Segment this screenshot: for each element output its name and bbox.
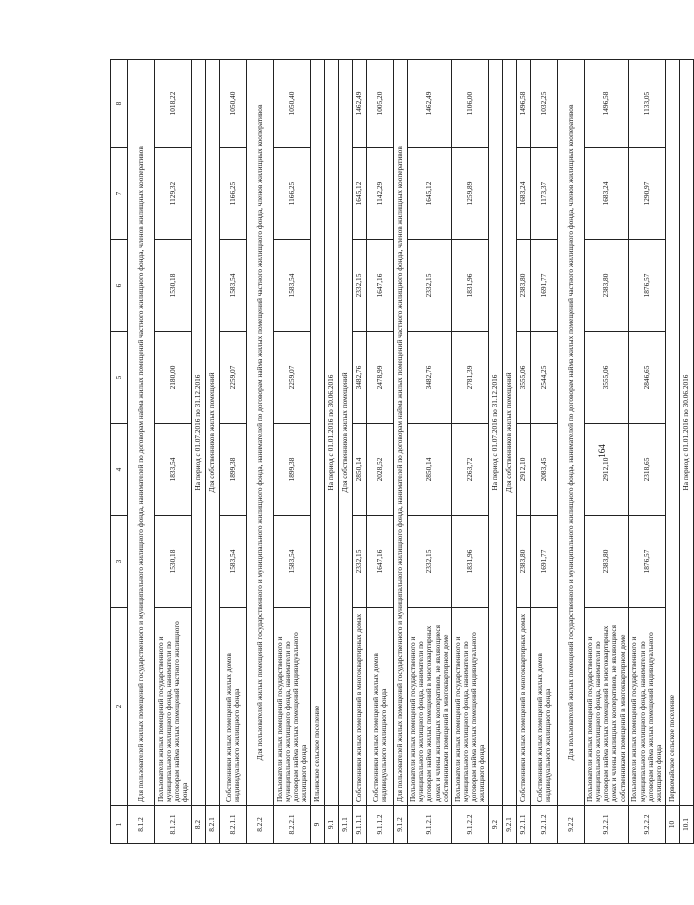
value-cell: 1530,18 bbox=[155, 516, 192, 608]
row-code: 9.1.1 bbox=[339, 806, 353, 844]
table-row bbox=[367, 60, 394, 844]
header-cell-1: 1 bbox=[111, 806, 128, 844]
value-cell: 3555,06 bbox=[516, 332, 530, 424]
row-code: 9.2 bbox=[488, 806, 502, 844]
header-cell-3: 3 bbox=[111, 516, 128, 608]
value-cell: 2259,07 bbox=[220, 332, 247, 424]
row-code: 9 bbox=[311, 806, 325, 844]
value-cell: 2383,80 bbox=[584, 240, 628, 332]
value-cell: 1876,57 bbox=[628, 240, 665, 332]
row-code: 9.2.2 bbox=[557, 806, 584, 844]
table-row bbox=[408, 60, 452, 844]
value-cell: 1005,20 bbox=[367, 60, 394, 148]
row-category: Пользователи жилых помещений государственного и муниципального жилищного фонда, наниматели по договорам найма жилых помещений индивидуального жилищного фонда bbox=[628, 608, 665, 806]
value-cell: 1647,16 bbox=[367, 516, 394, 608]
section-title: Для пользователей жилых помещений государственного и муниципального жилищного фонда, нанимателей по договорам найма жилых помещений частного жилищного фонда, членов жилищных кооперативов bbox=[557, 60, 584, 806]
page-number: 164 bbox=[596, 444, 607, 458]
row-code: 9.1.2 bbox=[394, 806, 408, 844]
value-cell: 3482,76 bbox=[353, 332, 367, 424]
row-category: Пользователи жилых помещений государственного и муниципального жилищного фонда, наниматели по договорам найма жилых помещений в многоквартирных домах и члены жилищных кооперативов, не являющиеся собственниками помещений в многоквартирном доме bbox=[408, 608, 452, 806]
header-cell-8: 8 bbox=[111, 60, 128, 148]
section-row bbox=[679, 60, 693, 844]
value-cell: 1018,22 bbox=[155, 60, 192, 148]
value-cell: 1462,49 bbox=[408, 60, 452, 148]
section-title: Первомайское сельское поселение bbox=[665, 60, 679, 806]
section-title: Для пользователей жилых помещений государственного и муниципального жилищного фонда, нанимателей по договорам найма жилых помещений частного жилищного фонда, членов жилищных кооперативов bbox=[394, 60, 408, 806]
row-code: 9.2.1 bbox=[502, 806, 516, 844]
row-code: 9.2.1.2 bbox=[530, 806, 557, 844]
value-cell: 2781,39 bbox=[451, 332, 488, 424]
value-cell: 1166,25 bbox=[274, 148, 311, 240]
row-code: 8.1.2 bbox=[128, 806, 155, 844]
section-title: Для собственников жилых помещений bbox=[502, 60, 516, 806]
value-cell: 1106,00 bbox=[451, 60, 488, 148]
value-cell: 1583,54 bbox=[220, 240, 247, 332]
tariff-table bbox=[110, 59, 694, 844]
header-cell-6: 6 bbox=[111, 240, 128, 332]
table-row bbox=[220, 60, 247, 844]
value-cell: 2083,45 bbox=[530, 424, 557, 516]
section-row bbox=[557, 60, 584, 844]
header-row bbox=[111, 60, 128, 844]
row-code: 8.2.1 bbox=[206, 806, 220, 844]
value-cell: 1142,29 bbox=[367, 148, 394, 240]
value-cell: 1683,24 bbox=[584, 148, 628, 240]
value-cell: 2332,15 bbox=[408, 516, 452, 608]
section-title: Ильинское сельское поселение bbox=[311, 60, 325, 806]
header-cell-2: 2 bbox=[111, 608, 128, 806]
row-code: 9.1.2.2 bbox=[451, 806, 488, 844]
value-cell: 1496,58 bbox=[584, 60, 628, 148]
row-category: Пользователи жилых помещений государственного и муниципального жилищного фонда, наниматели по договорам найма жилых помещений частного жилищного фонда bbox=[155, 608, 192, 806]
row-code: 9.1.1.1 bbox=[353, 806, 367, 844]
value-cell: 1831,96 bbox=[451, 240, 488, 332]
row-category: Собственники жилых помещений жилых домов индивидуального жилищного фонда bbox=[220, 608, 247, 806]
value-cell: 2180,00 bbox=[155, 332, 192, 424]
section-row bbox=[488, 60, 502, 844]
value-cell: 2332,15 bbox=[408, 240, 452, 332]
row-category: Собственники жилых помещений в многоквартирных домах bbox=[353, 608, 367, 806]
row-category: Собственники жилых помещений жилых домов индивидуального жилищного фонда bbox=[530, 608, 557, 806]
value-cell: 1583,54 bbox=[274, 516, 311, 608]
row-category: Пользователи жилых помещений государственного и муниципального жилищного фонда, наниматели по договорам найма жилых помещений индивидуального жилищного фонда bbox=[274, 608, 311, 806]
value-cell: 1129,32 bbox=[155, 148, 192, 240]
value-cell: 2544,25 bbox=[530, 332, 557, 424]
row-code: 8.2.2.1 bbox=[274, 806, 311, 844]
row-code: 8.2 bbox=[192, 806, 206, 844]
row-category: Собственники жилых помещений жилых домов индивидуального жилищного фонда bbox=[367, 608, 394, 806]
value-cell: 1899,38 bbox=[274, 424, 311, 516]
row-code: 8.2.2 bbox=[247, 806, 274, 844]
row-code: 10.1 bbox=[679, 806, 693, 844]
row-code: 8.2.1.1 bbox=[220, 806, 247, 844]
value-cell: 2383,80 bbox=[516, 516, 530, 608]
section-title: Для пользователей жилых помещений государственного и муниципального жилищного фонда, нанимателей по договорам найма жилых помещений частного жилищного фонда, членов жилищных кооперативов bbox=[128, 60, 155, 806]
section-row bbox=[665, 60, 679, 844]
section-row bbox=[394, 60, 408, 844]
tariff-table-rotated bbox=[110, 60, 691, 844]
row-code: 9.2.2.1 bbox=[584, 806, 628, 844]
value-cell: 1899,38 bbox=[220, 424, 247, 516]
section-title: Для собственников жилых помещений bbox=[206, 60, 220, 806]
table-row bbox=[451, 60, 488, 844]
value-cell: 1173,37 bbox=[530, 148, 557, 240]
value-cell: 1645,12 bbox=[353, 148, 367, 240]
value-cell: 2478,99 bbox=[367, 332, 394, 424]
row-code: 9.1.2.1 bbox=[408, 806, 452, 844]
value-cell: 1691,77 bbox=[530, 240, 557, 332]
section-title: На период с 01.01.2016 по 30.06.2016 bbox=[679, 60, 693, 806]
value-cell: 2028,52 bbox=[367, 424, 394, 516]
value-cell: 1496,58 bbox=[516, 60, 530, 148]
value-cell: 1133,05 bbox=[628, 60, 665, 148]
value-cell: 2846,65 bbox=[628, 332, 665, 424]
value-cell: 2850,14 bbox=[353, 424, 367, 516]
section-row bbox=[247, 60, 274, 844]
value-cell: 3482,76 bbox=[408, 332, 452, 424]
header-cell-4: 4 bbox=[111, 424, 128, 516]
value-cell: 1691,77 bbox=[530, 516, 557, 608]
value-cell: 1583,54 bbox=[274, 240, 311, 332]
value-cell: 1831,96 bbox=[451, 516, 488, 608]
value-cell: 1833,54 bbox=[155, 424, 192, 516]
value-cell: 2912,10 bbox=[516, 424, 530, 516]
section-title: Для собственников жилых помещений bbox=[339, 60, 353, 806]
value-cell: 1290,97 bbox=[628, 148, 665, 240]
table-row bbox=[516, 60, 530, 844]
table-row bbox=[628, 60, 665, 844]
row-code: 10 bbox=[665, 806, 679, 844]
section-title: На период с 01.07.2016 по 31.12.2016 bbox=[192, 60, 206, 806]
section-title: На период с 01.01.2016 по 30.06.2016 bbox=[325, 60, 339, 806]
value-cell: 1166,25 bbox=[220, 148, 247, 240]
section-row bbox=[128, 60, 155, 844]
section-row bbox=[339, 60, 353, 844]
section-row bbox=[206, 60, 220, 844]
value-cell: 2332,15 bbox=[353, 516, 367, 608]
value-cell: 1583,54 bbox=[220, 516, 247, 608]
value-cell: 1683,24 bbox=[516, 148, 530, 240]
table-row bbox=[274, 60, 311, 844]
section-row bbox=[192, 60, 206, 844]
value-cell: 3555,06 bbox=[584, 332, 628, 424]
section-title: Для пользователей жилых помещений государственного и муниципального жилищного фонда, нанимателей по договорам найма жилых помещений частного жилищного фонда, членов жилищных кооперативов bbox=[247, 60, 274, 806]
section-row bbox=[325, 60, 339, 844]
value-cell: 1050,40 bbox=[220, 60, 247, 148]
section-row bbox=[502, 60, 516, 844]
table-row bbox=[353, 60, 367, 844]
header-cell-7: 7 bbox=[111, 148, 128, 240]
value-cell: 1050,40 bbox=[274, 60, 311, 148]
row-code: 8.1.2.1 bbox=[155, 806, 192, 844]
value-cell: 1876,57 bbox=[628, 516, 665, 608]
table-row bbox=[530, 60, 557, 844]
row-category: Пользователи жилых помещений государственного и муниципального жилищного фонда, наниматели по договорам найма жилых помещений в многоквартирных домах и члены жилищных кооперативов, не являющиеся собственниками помещений в многоквартирном доме bbox=[584, 608, 628, 806]
value-cell: 1032,25 bbox=[530, 60, 557, 148]
value-cell: 1645,12 bbox=[408, 148, 452, 240]
section-title: На период с 01.07.2016 по 31.12.2016 bbox=[488, 60, 502, 806]
row-code: 9.2.1.1 bbox=[516, 806, 530, 844]
value-cell: 2318,65 bbox=[628, 424, 665, 516]
row-code: 9.1 bbox=[325, 806, 339, 844]
value-cell: 2383,80 bbox=[584, 516, 628, 608]
row-code: 9.1.1.2 bbox=[367, 806, 394, 844]
header-cell-5: 5 bbox=[111, 332, 128, 424]
row-category: Собственники жилых помещений в многоквартирных домах bbox=[516, 608, 530, 806]
value-cell: 2332,15 bbox=[353, 240, 367, 332]
table-row bbox=[155, 60, 192, 844]
value-cell: 2912,10 bbox=[584, 424, 628, 516]
value-cell: 1647,16 bbox=[367, 240, 394, 332]
section-row bbox=[311, 60, 325, 844]
table-row bbox=[584, 60, 628, 844]
value-cell: 1462,49 bbox=[353, 60, 367, 148]
row-category: Пользователи жилых помещений государственного и муниципального жилищного фонда, наниматели по договорам найма жилых помещений индивидуального жилищного фонда bbox=[451, 608, 488, 806]
value-cell: 2850,14 bbox=[408, 424, 452, 516]
value-cell: 2263,72 bbox=[451, 424, 488, 516]
value-cell: 1530,18 bbox=[155, 240, 192, 332]
row-code: 9.2.2.2 bbox=[628, 806, 665, 844]
value-cell: 2383,80 bbox=[516, 240, 530, 332]
value-cell: 2259,07 bbox=[274, 332, 311, 424]
value-cell: 1259,89 bbox=[451, 148, 488, 240]
